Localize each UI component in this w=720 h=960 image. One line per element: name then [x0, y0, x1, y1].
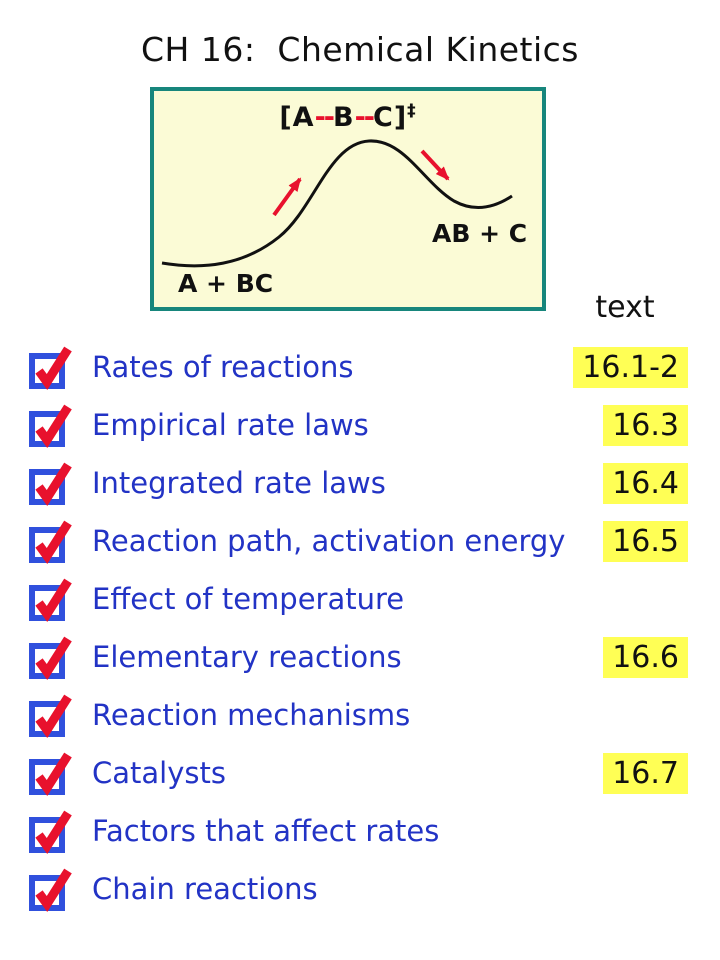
checked-checkbox-icon[interactable]	[28, 866, 74, 912]
topic-label: Empirical rate laws	[92, 408, 369, 442]
topic-row	[28, 454, 688, 512]
topic-list	[28, 338, 688, 918]
transition-state-label	[154, 101, 542, 133]
topic-label: Rates of reactions	[92, 350, 354, 384]
topic-label: Factors that affect rates	[92, 814, 440, 848]
topic-label: Chain reactions	[92, 872, 318, 906]
topic-row	[28, 686, 688, 744]
ascent-arrow-icon	[274, 179, 300, 215]
bracket-close: ]	[393, 102, 408, 133]
energy-diagram	[150, 87, 546, 311]
atom-a: A	[292, 102, 315, 133]
atom-c: C	[373, 102, 394, 133]
section-badge: 16.7	[603, 753, 688, 794]
checked-checkbox-icon[interactable]	[28, 576, 74, 622]
topic-label: Catalysts	[92, 756, 226, 790]
bond-dash-1: --	[314, 102, 333, 133]
topic-row	[28, 628, 688, 686]
checked-checkbox-icon[interactable]	[28, 750, 74, 796]
checked-checkbox-icon[interactable]	[28, 460, 74, 506]
section-badge: 16.4	[603, 463, 688, 504]
topic-label: Elementary reactions	[92, 640, 402, 674]
topic-row	[28, 396, 688, 454]
text-column-header: text	[595, 290, 655, 325]
topic-row	[28, 570, 688, 628]
checked-checkbox-icon[interactable]	[28, 344, 74, 390]
topic-label: Reaction path, activation energy	[92, 524, 566, 558]
section-badge: 16.1-2	[573, 347, 688, 388]
topic-label: Integrated rate laws	[92, 466, 386, 500]
checked-checkbox-icon[interactable]	[28, 518, 74, 564]
products-label: AB + C	[432, 219, 528, 248]
topic-row	[28, 338, 688, 396]
atom-b: B	[332, 102, 355, 133]
checked-checkbox-icon[interactable]	[28, 634, 74, 680]
reactants-label: A + BC	[178, 269, 274, 298]
bond-dash-2: --	[354, 102, 373, 133]
checked-checkbox-icon[interactable]	[28, 692, 74, 738]
section-badge: 16.5	[603, 521, 688, 562]
checked-checkbox-icon[interactable]	[28, 402, 74, 448]
checked-checkbox-icon[interactable]	[28, 808, 74, 854]
double-dagger-symbol: ‡	[407, 101, 417, 121]
topic-row	[28, 744, 688, 802]
topic-label: Reaction mechanisms	[92, 698, 411, 732]
topic-row	[28, 860, 688, 918]
topic-label: Effect of temperature	[92, 582, 405, 616]
topic-row	[28, 512, 688, 570]
section-badge: 16.6	[603, 637, 688, 678]
bracket-open: [	[279, 102, 293, 133]
page-title: CH 16: Chemical Kinetics	[140, 30, 579, 69]
topic-row	[28, 802, 688, 860]
section-badge: 16.3	[603, 405, 688, 446]
